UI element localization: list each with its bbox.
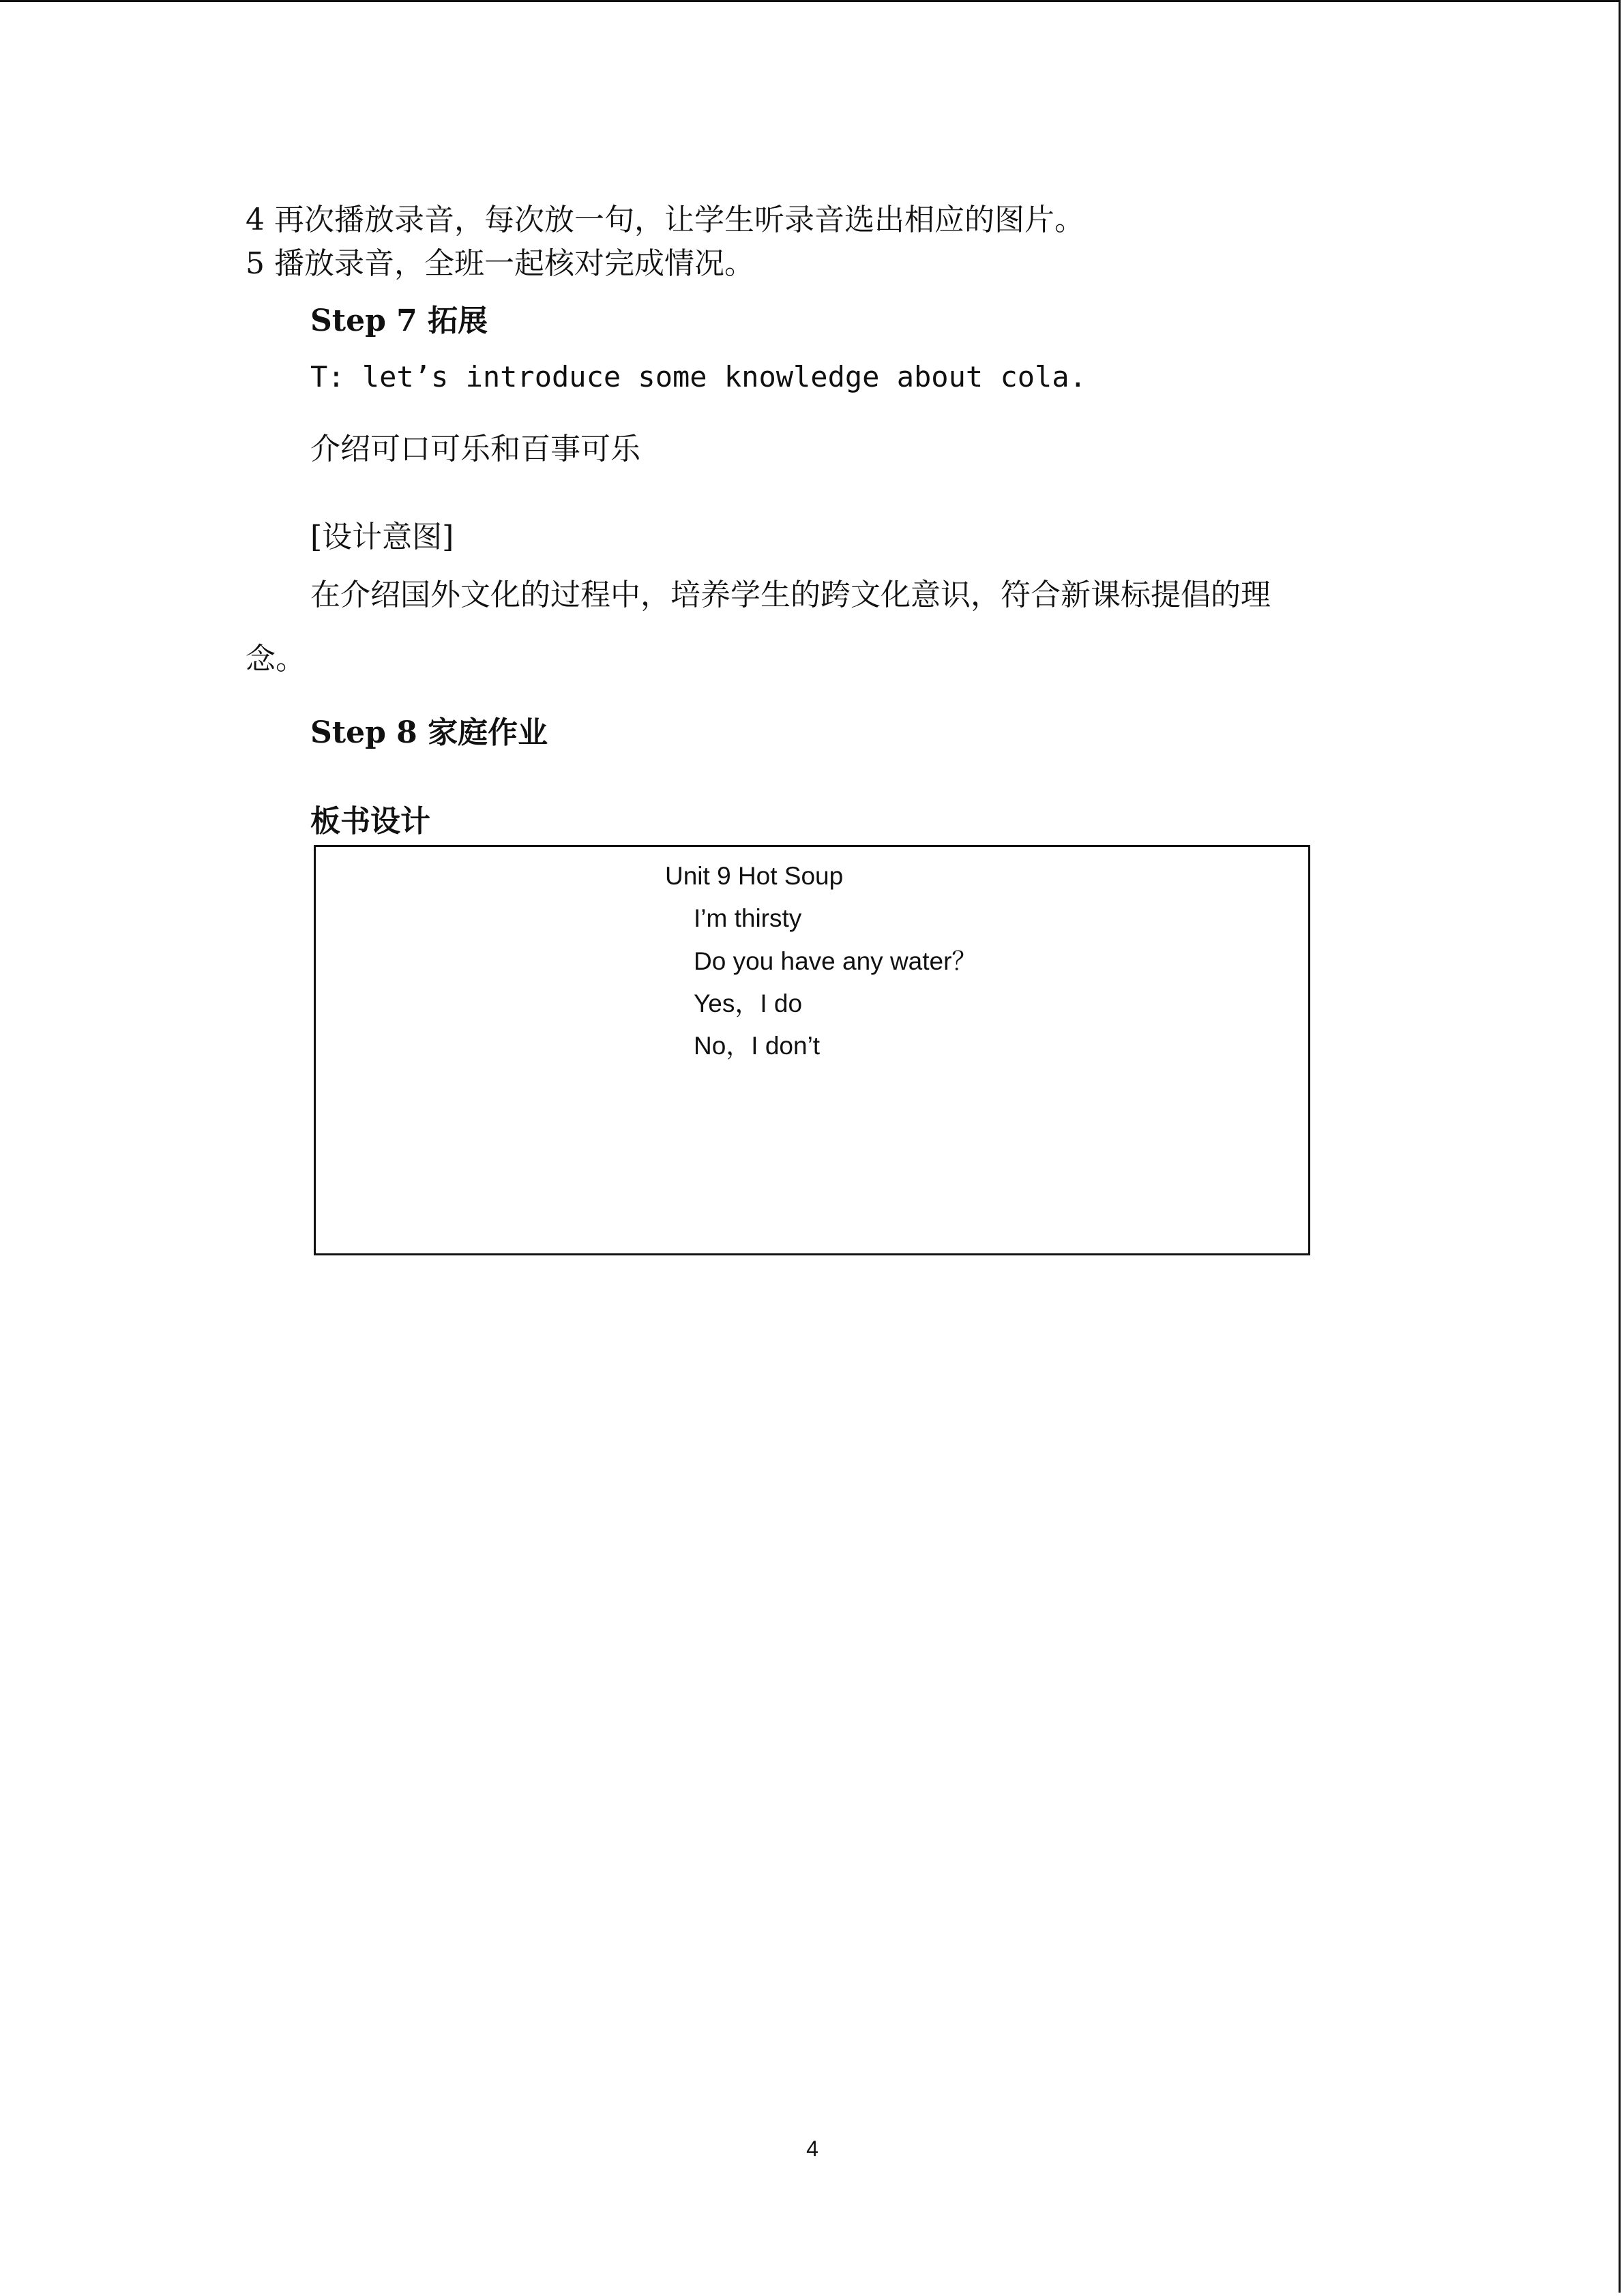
page-number: 4 [806,2136,818,2161]
design-intent-line-1: 在介绍国外文化的过程中，培养学生的跨文化意识，符合新课标提倡的理 [310,578,1271,612]
board-title: Unit 9 Hot Soup [665,862,844,890]
design-intent-label: [设计意图] [310,520,454,554]
board-design-box [314,845,1310,1255]
step-7-heading: Step 7 拓展 [310,303,488,338]
board-line: Yes，I do [694,989,803,1017]
design-intent-line-2: 念。 [246,642,306,676]
board-line: No，I don’t [694,1032,821,1060]
board-design-heading: 板书设计 [310,804,430,839]
step-8-heading: Step 8 家庭作业 [310,715,548,750]
board-line: Do you have any water？ [694,947,977,975]
step-5-text: 5 播放录音，全班一起核对完成情况。 [246,246,754,281]
board-line: I’m thirsty [694,904,802,932]
step-4-text: 4 再次播放录音，每次放一句，让学生听录音选出相应的图片。 [246,203,1084,237]
teacher-line: T: let’s introduce some knowledge about cola. [310,360,1087,393]
cola-introduction: 介绍可口可乐和百事可乐 [310,432,640,466]
